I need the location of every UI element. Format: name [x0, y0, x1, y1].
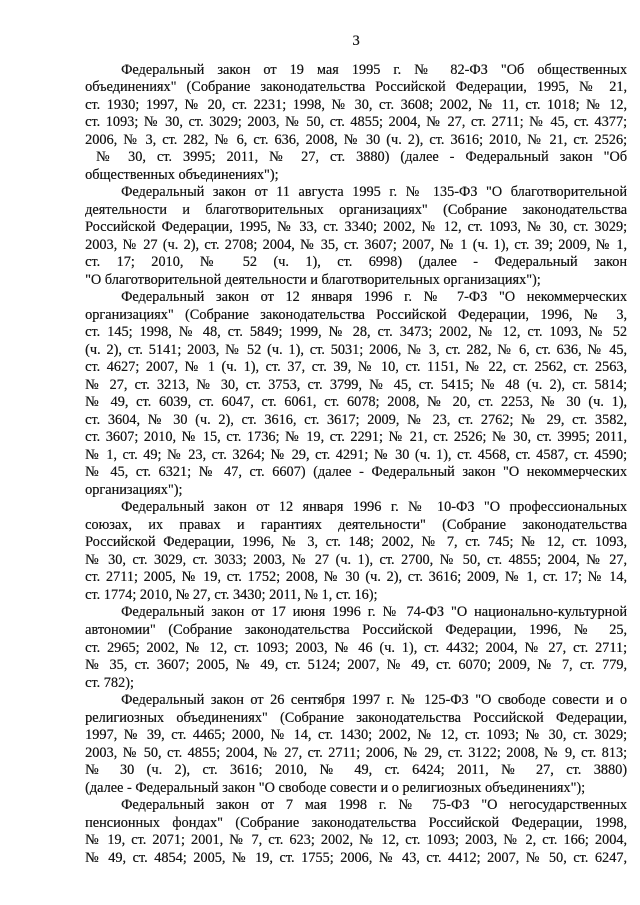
- text-line: Российской Федерации, 1996, № 3, ст. 148; 2002, № 7, ст. 745; № 12, ст. 1093,: [85, 534, 627, 551]
- text-line: Российской Федерации, 1995, № 33, ст. 3340; 2002, № 12, ст. 1093, № 30, ст. 3029;: [85, 219, 627, 236]
- paragraph: [85, 184, 627, 289]
- text-line: ст. 17; 2010, № 52 (ч. 1), ст. 6998) (далее - Федеральный закон: [85, 254, 627, 271]
- paragraph: [85, 797, 627, 867]
- text-line: ст. 2711; 2005, № 19, ст. 1752; 2008, № 30 (ч. 2), ст. 3616; 2009, № 1, ст. 17; № 14,: [85, 569, 627, 586]
- text-line: 1997, № 39, ст. 4465; 2000, № 14, ст. 1430; 2002, № 12, ст. 1093; № 30, ст. 3029;: [85, 727, 627, 744]
- text-line: ст. 3604, № 30 (ч. 2), ст. 3616, ст. 3617; 2009, № 23, ст. 2762; № 29, ст. 3582,: [85, 411, 627, 428]
- text-block: [85, 33, 627, 867]
- text-line: Федеральный закон от 17 июня 1996 г. № 74-ФЗ "О национально-культурной: [121, 604, 627, 621]
- text-line: 2003, № 50, ст. 4855; 2004, № 27, ст. 2711; 2006, № 29, ст. 3122; 2008, № 9, ст. 813;: [85, 744, 627, 761]
- text-line: пенсионных фондах" (Собрание законодательства Российской Федерации, 1998,: [85, 814, 627, 831]
- paragraphs-container: [85, 62, 627, 868]
- text-line: Федеральный закон от 19 мая 1995 г. № 82-ФЗ "Об общественных: [121, 61, 627, 78]
- text-line: № 30, ст. 3995; 2011, № 27, ст. 3880) (далее - Федеральный закон "Об: [85, 149, 627, 166]
- paragraph: [85, 289, 627, 499]
- text-line: (ч. 2), ст. 5141; 2003, № 52 (ч. 1), ст. 5031; 2006, № 3, ст. 282, № 6, ст. 636, № 45,: [85, 341, 627, 358]
- text-line: ст. 1093; № 30, ст. 3029; 2003, № 50, ст. 4855; 2004, № 27, ст. 2711; № 45, ст. 4377;: [85, 114, 627, 131]
- text-line: "О благотворительной деятельности и благотворительных организациях");: [85, 271, 541, 288]
- text-line: Федеральный закон от 7 мая 1998 г. № 75-ФЗ "О негосударственных: [121, 797, 627, 814]
- text-line: № 35, ст. 3607; 2005, № 49, ст. 5124; 2007, № 49, ст. 6070; 2009, № 7, ст. 779,: [85, 657, 627, 674]
- text-line: Федеральный закон от 11 августа 1995 г. № 135-ФЗ "О благотворительной: [121, 184, 627, 201]
- text-line: (далее - Федеральный закон "О свободе совести и о религиозных объединениях");: [85, 779, 586, 796]
- text-line: Федеральный закон от 26 сентября 1997 г. № 125-ФЗ "О свободе совести и о: [121, 692, 627, 709]
- text-line: ст. 145; 1998, № 48, ст. 5849; 1999, № 28, ст. 3473; 2002, № 12, ст. 1093, № 52: [85, 324, 627, 341]
- text-line: 2006, № 3, ст. 282, № 6, ст. 636, 2008, № 30 (ч. 2), ст. 3616; 2010, № 21, ст. 2526;: [85, 131, 627, 148]
- text-line: № 30 (ч. 2), ст. 3616; 2010, № 49, ст. 6424; 2011, № 27, ст. 3880): [85, 762, 627, 779]
- text-line: ст. 3607; 2010, № 15, ст. 1736; № 19, ст. 2291; № 21, ст. 2526; № 30, ст. 3995; 2011,: [85, 429, 627, 446]
- text-line: Федеральный закон от 12 января 1996 г. № 7-ФЗ "О некоммерческих: [121, 289, 627, 306]
- page-number: 3: [352, 33, 360, 49]
- paragraph: [85, 604, 627, 692]
- text-line: деятельности и благотворительных организациях" (Собрание законодательства: [85, 201, 627, 218]
- paragraph: [85, 62, 627, 185]
- text-line: союзах, их правах и гарантиях деятельности" (Собрание законодательства: [85, 516, 627, 533]
- text-line: ст. 4627; 2007, № 1 (ч. 1), ст. 37, ст. 39, № 10, ст. 1151, № 22, ст. 2562, ст. 2563,: [85, 359, 627, 376]
- text-line: Федеральный закон от 12 января 1996 г. № 10-ФЗ "О профессиональных: [121, 499, 627, 516]
- text-line: организациях" (Собрание законодательства Российской Федерации, 1996, № 3,: [85, 306, 627, 323]
- text-line: религиозных объединениях" (Собрание законодательства Российской Федерации,: [85, 709, 627, 726]
- text-line: № 49, ст. 4854; 2005, № 19, ст. 1755; 2006, № 43, ст. 4412; 2007, № 50, ст. 6247,: [85, 849, 627, 866]
- paragraph: [85, 499, 627, 604]
- text-line: автономии" (Собрание законодательства Российской Федерации, 1996, № 25,: [85, 622, 627, 638]
- text-line: ст. 1930; 1997, № 20, ст. 2231; 1998, № 30, ст. 3608; 2002, № 11, ст. 1018; № 12,: [85, 96, 627, 113]
- text-line: ст. 782);: [85, 674, 134, 691]
- text-line: ст. 1774; 2010, № 27, ст. 3430; 2011, № 1, ст. 16);: [85, 586, 378, 603]
- text-line: 2003, № 27 (ч. 2), ст. 2708; 2004, № 35, ст. 3607; 2007, № 1 (ч. 1), ст. 39; 2009, № 1,: [85, 236, 627, 253]
- text-line: № 27, ст. 3213, № 30, ст. 3753, ст. 3799, № 45, ст. 5415; № 48 (ч. 2), ст. 5814;: [85, 376, 627, 393]
- paragraph: [85, 692, 627, 797]
- text-line: организациях");: [85, 481, 183, 498]
- text-line: № 30, ст. 3029, ст. 3033; 2003, № 27 (ч. 1), ст. 2700, № 50, ст. 4855; 2004, № 27,: [85, 551, 627, 568]
- text-line: № 1, ст. 49; № 23, ст. 3264; № 29, ст. 4291; № 30 (ч. 1), ст. 4568, ст. 4587, ст. 4590;: [85, 446, 627, 463]
- text-line: ст. 2965; 2002, № 12, ст. 1093; 2003, № 46 (ч. 1), ст. 4432; 2004, № 27, ст. 2711;: [85, 639, 627, 656]
- text-line: № 45, ст. 6321; № 47, ст. 6607) (далее - Федеральный закон "О некоммерческих: [85, 464, 627, 481]
- text-line: объединениях" (Собрание законодательства Российской Федерации, 1995, № 21,: [85, 79, 627, 96]
- text-line: общественных объединениях");: [85, 166, 279, 183]
- text-line: № 19, ст. 2071; 2001, № 7, ст. 623; 2002, № 12, ст. 1093; 2003, № 2, ст. 166; 2004,: [85, 832, 627, 849]
- text-line: № 49, ст. 6039, ст. 6047, ст. 6061, ст. 6078; 2008, № 20, ст. 2253, № 30 (ч. 1),: [85, 394, 627, 411]
